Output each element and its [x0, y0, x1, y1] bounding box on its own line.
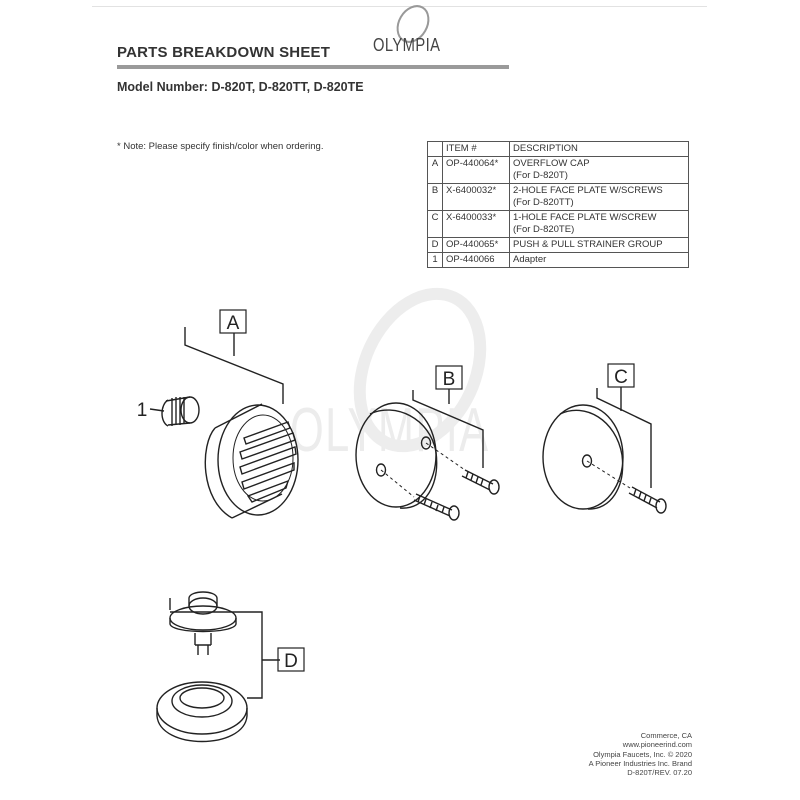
footer-info: [589, 731, 692, 777]
one-hole-face-plate-icon: [543, 405, 666, 513]
footer-brand: A Pioneer Industries Inc. Brand: [588, 758, 692, 768]
row-item: OP-440064*: [443, 157, 510, 184]
overflow-cap-icon: [205, 404, 298, 518]
callout-b: B: [442, 369, 456, 390]
row-item: X-6400033*: [443, 211, 510, 238]
callout-a: A: [226, 313, 240, 334]
row-item: OP-440066: [443, 253, 510, 268]
footer-copyright: Olympia Faucets, Inc. © 2020: [593, 749, 692, 759]
callout-c: C: [614, 367, 628, 388]
brand-logo-text: OLYMPIA: [373, 35, 441, 55]
strainer-group-icon: [157, 592, 247, 742]
row-description: PUSH & PULL STRAINER GROUP: [510, 238, 689, 253]
two-hole-face-plate-icon: [356, 403, 499, 520]
header-description: DESCRIPTION: [510, 142, 689, 157]
footer-website: www.pioneerind.com: [622, 740, 692, 750]
callout-1: 1: [136, 400, 148, 421]
model-number: Model Number: D-820T, D-820TT, D-820TE: [117, 80, 364, 94]
brand-watermark: OLYMPIA: [290, 396, 490, 465]
row-description: 2-HOLE FACE PLATE W/SCREWS (For D-820TT): [510, 184, 689, 211]
row-description: OVERFLOW CAP (For D-820T): [510, 157, 689, 184]
row-key: C: [428, 211, 443, 238]
row-item: X-6400032*: [443, 184, 510, 211]
row-key: 1: [428, 253, 443, 268]
order-note: * Note: Please specify finish/color when ordering.: [117, 141, 324, 152]
adapter-icon: [162, 397, 199, 426]
page-title: PARTS BREAKDOWN SHEET: [117, 44, 331, 61]
footer-revision: D-820T/REV. 07.20: [627, 768, 692, 778]
row-description: Adapter: [510, 253, 689, 268]
callout-d: D: [284, 651, 298, 672]
row-key: A: [428, 157, 443, 184]
row-key: B: [428, 184, 443, 211]
header-item: ITEM #: [443, 142, 510, 157]
footer-location: Commerce, CA: [640, 731, 692, 740]
row-key: D: [428, 238, 443, 253]
row-item: OP-440065*: [443, 238, 510, 253]
row-description: 1-HOLE FACE PLATE W/SCREW (For D-820TE): [510, 211, 689, 238]
